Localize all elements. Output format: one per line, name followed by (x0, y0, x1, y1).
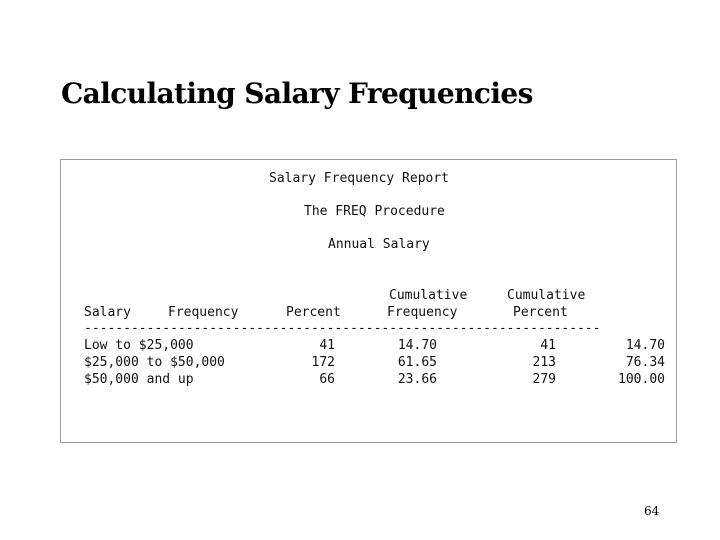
header-cum-frequency-line2: Frequency (387, 305, 458, 320)
row-frequency: 172 (311, 355, 335, 370)
sas-output-box (60, 159, 677, 443)
row-salary: $50,000 and up (84, 372, 194, 387)
header-cum-percent-line1: Cumulative (507, 288, 586, 303)
header-frequency: Frequency (168, 305, 239, 320)
page-number: 64 (644, 504, 660, 518)
report-title: Salary Frequency Report (269, 171, 450, 186)
header-salary: Salary (84, 305, 131, 320)
row-cum-frequency: 213 (532, 355, 556, 370)
slide-title: Calculating Salary Frequencies (61, 77, 533, 110)
variable-label: Annual Salary (328, 237, 430, 252)
row-cum-percent: 14.70 (625, 338, 665, 353)
row-cum-percent: 100.00 (618, 372, 665, 387)
row-salary: Low to $25,000 (84, 338, 194, 353)
row-salary: $25,000 to $50,000 (84, 355, 225, 370)
header-separator: ------------------------------------------------------------------ (84, 321, 601, 336)
header-cum-frequency-line1: Cumulative (389, 288, 468, 303)
row-frequency: 66 (319, 372, 335, 387)
row-percent: 61.65 (397, 355, 437, 370)
row-cum-frequency: 41 (540, 338, 556, 353)
row-cum-percent: 76.34 (625, 355, 665, 370)
row-percent: 14.70 (397, 338, 437, 353)
header-cum-percent-line2: Percent (513, 305, 568, 320)
header-percent: Percent (286, 305, 341, 320)
row-percent: 23.66 (397, 372, 437, 387)
row-frequency: 41 (319, 338, 335, 353)
row-cum-frequency: 279 (532, 372, 556, 387)
procedure-title: The FREQ Procedure (304, 204, 445, 219)
